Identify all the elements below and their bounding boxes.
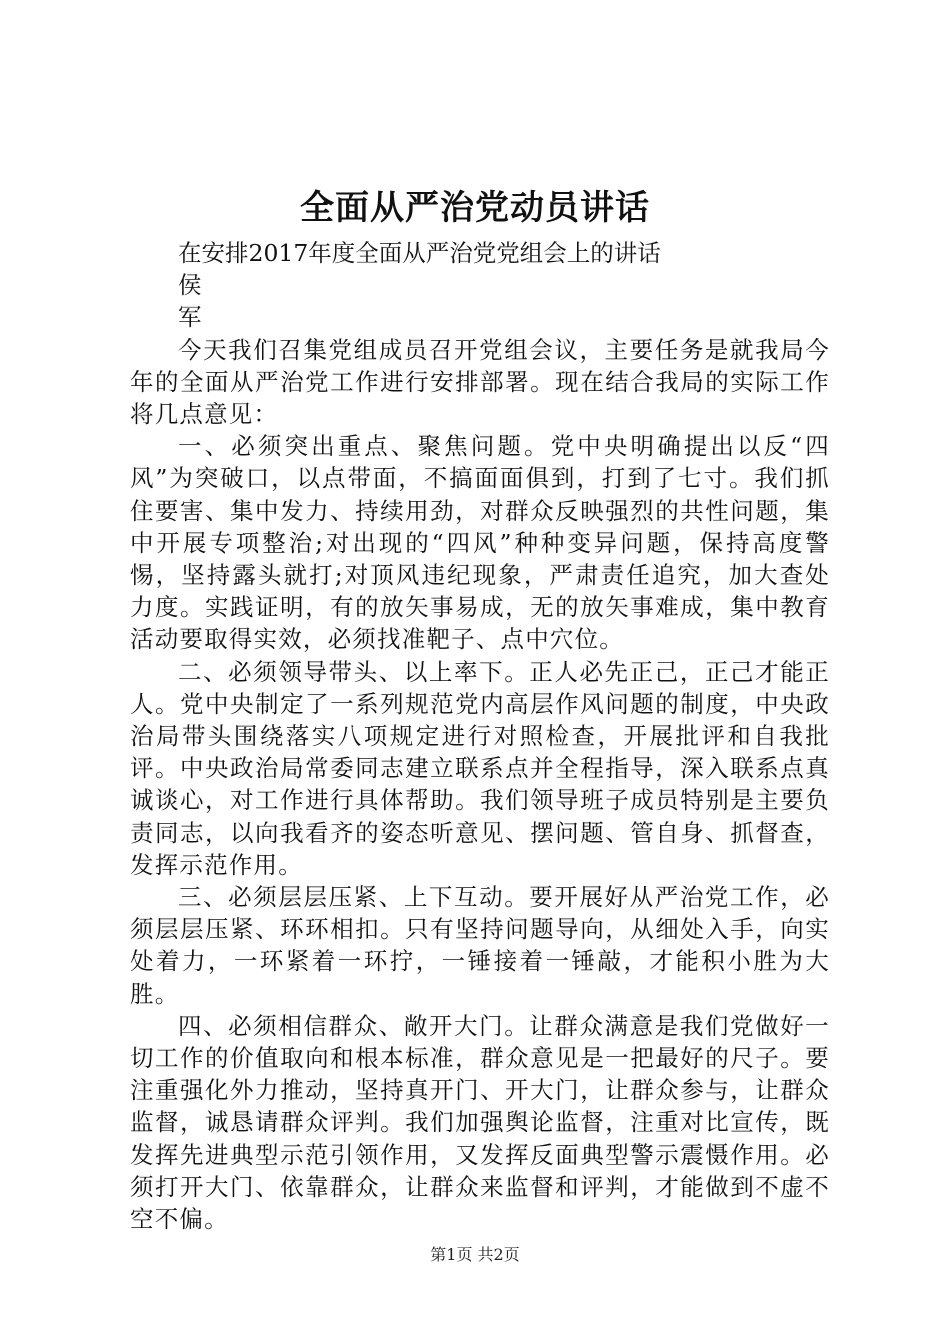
document-title: 全面从严治党动员讲话 bbox=[300, 188, 650, 228]
paragraph-point-2: 二、必须领导带头、以上率下。正人必先正己，正己才能正人。党中央制定了一系列规范党内高层作风问题的制度，中央政治局带头围绕落实八项规定进行对照检查，开展批评和自我批评。中央政治局常委同志建立联系点并全程指导，深入联系点真诚谈心，对工作进行具体帮助。我们领导班子成员特别是主要负责同志，以向我看齐的姿态听意见、摆问题、管自身、抓督查，发挥示范作用。 bbox=[130, 657, 830, 879]
page-number-footer: 第1页 共2页 bbox=[430, 1245, 520, 1264]
speech-subtitle: 在安排2017年度全面从严治党党组会上的讲话 bbox=[178, 239, 661, 267]
document-body bbox=[130, 237, 830, 1235]
paragraph-intro: 今天我们召集党组成员召开党组会议，主要任务是就我局今年的全面从严治党工作进行安排部署。现在结合我局的实际工作将几点意见： bbox=[130, 335, 830, 429]
author-name-part-1: 侯 bbox=[178, 271, 202, 300]
paragraph-point-3: 三、必须层层压紧、上下互动。要开展好从严治党工作，必须层层压紧、环环相扣。只有坚持问题导向，从细处入手，向实处着力，一环紧着一环拧，一锤接着一锤敲，才能积小胜为大胜。 bbox=[130, 883, 830, 1008]
author-name-part-2: 军 bbox=[178, 303, 202, 332]
paragraph-point-1: 一、必须突出重点、聚焦问题。党中央明确提出以反“四风”为突破口，以点带面，不搞面面俱到，打到了七寸。我们抓住要害、集中发力、持续用劲，对群众反映强烈的共性问题，集中开展专项整治;对出现的“四风”种种变异问题，保持高度警惕，坚持露头就打;对顶风违纪现象，严肃责任追究，加大查处力度。实践证明，有的放矢事易成，无的放矢事难成，集中教育活动要取得实效，必须找准靶子、点中穴位。 bbox=[130, 432, 830, 654]
paragraph-point-4: 四、必须相信群众、敞开大门。让群众满意是我们党做好一切工作的价值取向和根本标准，群众意见是一把最好的尺子。要注重强化外力推动，坚持真开门、开大门，让群众参与，让群众监督，诚恳请群众评判。我们加强舆论监督，注重对比宣传，既发挥先进典型示范引领作用，又发挥反面典型警示震慑作用。必须打开大门、依靠群众，让群众来监督和评判，才能做到不虚不空不偏。 bbox=[130, 1011, 830, 1234]
